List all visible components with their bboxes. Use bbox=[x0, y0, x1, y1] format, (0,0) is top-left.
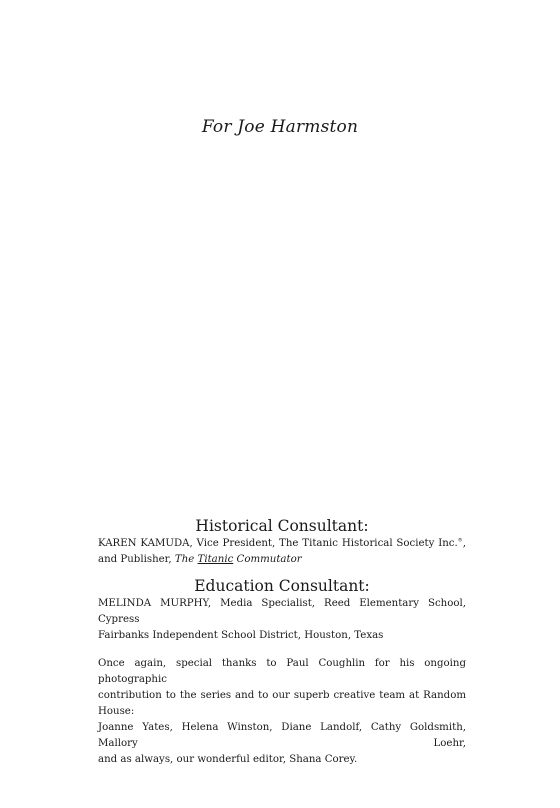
education-consultant-line-1: MELINDA MURPHY, Media Specialist, Reed Elementary School, Cypress bbox=[98, 598, 466, 625]
publication-title-rest: Commutator bbox=[233, 554, 302, 565]
education-consultant-heading: Education Consultant: bbox=[194, 577, 370, 595]
registered-mark: ® bbox=[457, 537, 463, 544]
publisher-prefix: and Publisher, bbox=[98, 554, 175, 565]
publication-title-titanic: Titanic bbox=[197, 554, 234, 565]
publication-title-the: The bbox=[174, 554, 198, 565]
historical-consultant-name: KAREN KAMUDA, Vice President, The Titanic Historical Society Inc. bbox=[98, 538, 458, 549]
historical-consultant-text bbox=[98, 536, 466, 568]
acknowledgements-line-3: Joanne Yates, Helena Winston, Diane Landolf, Cathy Goldsmith, Mallory Loehr, bbox=[98, 722, 466, 749]
credits-block bbox=[98, 516, 466, 768]
acknowledgements-line-1: Once again, special thanks to Paul Coughlin for his ongoing photographic bbox=[98, 658, 466, 685]
historical-consultant-heading: Historical Consultant: bbox=[195, 517, 369, 535]
education-consultant-line-2: Fairbanks Independent School District, Houston, Texas bbox=[98, 630, 384, 641]
acknowledgements-line-2: contribution to the series and to our superb creative team at Random House: bbox=[98, 690, 466, 717]
acknowledgements-text bbox=[98, 656, 466, 768]
historical-consultant-line-1 bbox=[98, 536, 466, 552]
acknowledgements-line-4: and as always, our wonderful editor, Shana Corey. bbox=[98, 754, 358, 765]
dedication: For Joe Harmston bbox=[201, 117, 359, 137]
publication-title bbox=[175, 554, 302, 565]
education-consultant-text bbox=[98, 596, 466, 644]
historical-consultant-comma: , bbox=[462, 538, 466, 549]
historical-consultant-line-2 bbox=[98, 554, 302, 565]
